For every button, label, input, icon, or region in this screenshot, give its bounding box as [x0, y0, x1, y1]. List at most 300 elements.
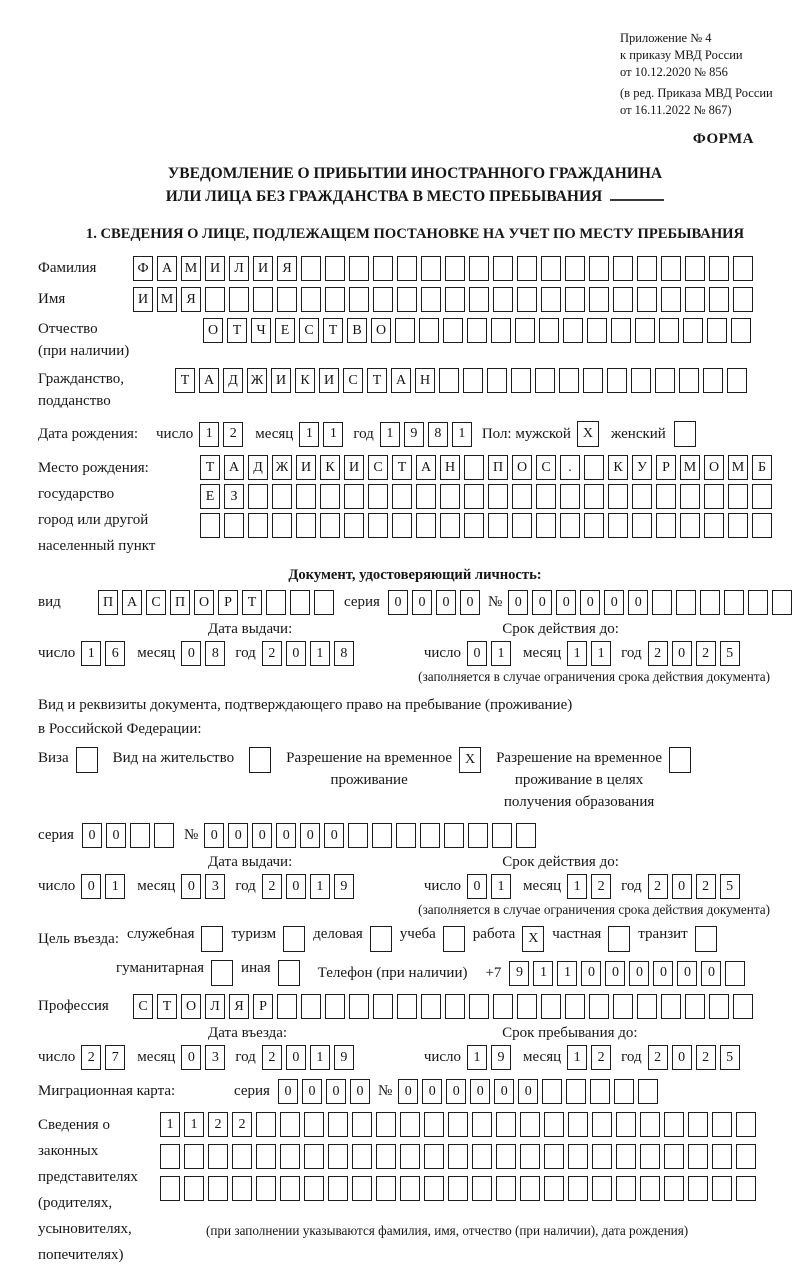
char-cell[interactable]: Ч: [251, 318, 271, 343]
char-cell[interactable]: [419, 318, 439, 343]
char-cell[interactable]: .: [560, 455, 580, 480]
char-cell[interactable]: [517, 287, 537, 312]
char-cell[interactable]: 5: [720, 874, 740, 899]
char-cell[interactable]: [632, 484, 652, 509]
char-cell[interactable]: [469, 994, 489, 1019]
char-cell[interactable]: [488, 513, 508, 538]
char-cell[interactable]: 1: [491, 641, 511, 666]
char-cell[interactable]: 1: [567, 641, 587, 666]
char-cell[interactable]: [232, 1144, 252, 1169]
char-cell[interactable]: [304, 1176, 324, 1201]
char-cell[interactable]: 5: [720, 641, 740, 666]
char-cell[interactable]: 0: [701, 961, 721, 986]
char-cell[interactable]: [685, 256, 705, 281]
char-cell[interactable]: [493, 287, 513, 312]
char-cell[interactable]: [400, 1176, 420, 1201]
char-cell[interactable]: [328, 1176, 348, 1201]
char-cell[interactable]: [512, 513, 532, 538]
char-cell[interactable]: 0: [422, 1079, 442, 1104]
char-cell[interactable]: [592, 1144, 612, 1169]
char-cell[interactable]: 0: [228, 823, 248, 848]
char-cell[interactable]: [733, 256, 753, 281]
char-cell[interactable]: 2: [262, 874, 282, 899]
checkbox-visa[interactable]: [76, 747, 98, 773]
char-cell[interactable]: [445, 994, 465, 1019]
char-cell[interactable]: [253, 287, 273, 312]
char-cell[interactable]: [352, 1176, 372, 1201]
char-cell[interactable]: [655, 368, 675, 393]
char-cell[interactable]: [493, 994, 513, 1019]
char-cell[interactable]: [277, 994, 297, 1019]
char-cell[interactable]: М: [680, 455, 700, 480]
char-cell[interactable]: И: [271, 368, 291, 393]
char-cell[interactable]: [397, 287, 417, 312]
char-cell[interactable]: [439, 368, 459, 393]
char-cell[interactable]: [688, 1176, 708, 1201]
char-cell[interactable]: 8: [334, 641, 354, 666]
char-cell[interactable]: [664, 1112, 684, 1137]
char-cell[interactable]: 7: [105, 1045, 125, 1070]
char-cell[interactable]: [448, 1176, 468, 1201]
char-cell[interactable]: 0: [672, 874, 692, 899]
char-cell[interactable]: [200, 513, 220, 538]
char-cell[interactable]: 0: [581, 961, 601, 986]
char-cell[interactable]: [587, 318, 607, 343]
char-cell[interactable]: С: [133, 994, 153, 1019]
char-cell[interactable]: [395, 318, 415, 343]
char-cell[interactable]: К: [295, 368, 315, 393]
char-cell[interactable]: М: [181, 256, 201, 281]
char-cell[interactable]: [266, 590, 286, 615]
char-cell[interactable]: И: [319, 368, 339, 393]
char-cell[interactable]: 1: [310, 874, 330, 899]
char-cell[interactable]: К: [608, 455, 628, 480]
char-cell[interactable]: [256, 1144, 276, 1169]
char-cell[interactable]: [559, 368, 579, 393]
char-cell[interactable]: [160, 1176, 180, 1201]
char-cell[interactable]: Л: [205, 994, 225, 1019]
char-cell[interactable]: [487, 368, 507, 393]
char-cell[interactable]: [541, 287, 561, 312]
char-cell[interactable]: [448, 1144, 468, 1169]
char-cell[interactable]: [440, 513, 460, 538]
char-cell[interactable]: 0: [672, 1045, 692, 1070]
char-cell[interactable]: [443, 926, 465, 952]
char-cell[interactable]: [544, 1144, 564, 1169]
char-cell[interactable]: [637, 287, 657, 312]
char-cell[interactable]: А: [391, 368, 411, 393]
char-cell[interactable]: [563, 318, 583, 343]
char-cell[interactable]: 0: [286, 874, 306, 899]
char-cell[interactable]: 0: [460, 590, 480, 615]
char-cell[interactable]: 2: [648, 874, 668, 899]
char-cell[interactable]: 0: [181, 874, 201, 899]
char-cell[interactable]: [397, 256, 417, 281]
char-cell[interactable]: [280, 1112, 300, 1137]
char-cell[interactable]: [637, 994, 657, 1019]
char-cell[interactable]: Д: [248, 455, 268, 480]
char-cell[interactable]: [560, 484, 580, 509]
char-cell[interactable]: [536, 513, 556, 538]
char-cell[interactable]: [349, 287, 369, 312]
char-cell[interactable]: Р: [253, 994, 273, 1019]
char-cell[interactable]: И: [253, 256, 273, 281]
char-cell[interactable]: А: [199, 368, 219, 393]
char-cell[interactable]: [772, 590, 792, 615]
char-cell[interactable]: [368, 513, 388, 538]
char-cell[interactable]: [278, 960, 300, 986]
char-cell[interactable]: [492, 823, 512, 848]
char-cell[interactable]: 9: [334, 1045, 354, 1070]
char-cell[interactable]: И: [205, 256, 225, 281]
char-cell[interactable]: [640, 1176, 660, 1201]
checkbox-male[interactable]: [577, 421, 599, 447]
char-cell[interactable]: 1: [467, 1045, 487, 1070]
char-cell[interactable]: 0: [181, 641, 201, 666]
char-cell[interactable]: [664, 1144, 684, 1169]
char-cell[interactable]: [707, 318, 727, 343]
char-cell[interactable]: [700, 590, 720, 615]
char-cell[interactable]: [652, 590, 672, 615]
char-cell[interactable]: [736, 1144, 756, 1169]
char-cell[interactable]: 0: [467, 641, 487, 666]
char-cell[interactable]: 1: [567, 874, 587, 899]
char-cell[interactable]: [463, 368, 483, 393]
char-cell[interactable]: [424, 1176, 444, 1201]
checkbox-business[interactable]: [370, 926, 392, 952]
char-cell[interactable]: Т: [242, 590, 262, 615]
char-cell[interactable]: [469, 256, 489, 281]
char-cell[interactable]: [445, 287, 465, 312]
char-cell[interactable]: [376, 1176, 396, 1201]
char-cell[interactable]: [584, 484, 604, 509]
char-cell[interactable]: 0: [604, 590, 624, 615]
char-cell[interactable]: 0: [494, 1079, 514, 1104]
char-cell[interactable]: [725, 961, 745, 986]
char-cell[interactable]: [733, 994, 753, 1019]
char-cell[interactable]: [560, 513, 580, 538]
char-cell[interactable]: [256, 1176, 276, 1201]
char-cell[interactable]: Т: [157, 994, 177, 1019]
char-cell[interactable]: [683, 318, 703, 343]
char-cell[interactable]: [272, 513, 292, 538]
char-cell[interactable]: [491, 318, 511, 343]
checkbox-female[interactable]: [674, 421, 696, 447]
char-cell[interactable]: [314, 590, 334, 615]
char-cell[interactable]: [592, 1176, 612, 1201]
char-cell[interactable]: 2: [223, 422, 243, 447]
char-cell[interactable]: [488, 484, 508, 509]
char-cell[interactable]: З: [224, 484, 244, 509]
char-cell[interactable]: 0: [532, 590, 552, 615]
char-cell[interactable]: [517, 256, 537, 281]
char-cell[interactable]: С: [146, 590, 166, 615]
char-cell[interactable]: [520, 1176, 540, 1201]
char-cell[interactable]: 0: [276, 823, 296, 848]
char-cell[interactable]: 2: [591, 874, 611, 899]
char-cell[interactable]: [328, 1144, 348, 1169]
char-cell[interactable]: 0: [467, 874, 487, 899]
char-cell[interactable]: 0: [286, 1045, 306, 1070]
char-cell[interactable]: [709, 287, 729, 312]
char-cell[interactable]: 1: [567, 1045, 587, 1070]
char-cell[interactable]: 0: [677, 961, 697, 986]
char-cell[interactable]: 2: [262, 1045, 282, 1070]
char-cell[interactable]: [130, 823, 150, 848]
char-cell[interactable]: [674, 421, 696, 447]
char-cell[interactable]: [472, 1144, 492, 1169]
char-cell[interactable]: [536, 484, 556, 509]
char-cell[interactable]: [443, 318, 463, 343]
char-cell[interactable]: Т: [227, 318, 247, 343]
char-cell[interactable]: [520, 1144, 540, 1169]
char-cell[interactable]: О: [512, 455, 532, 480]
char-cell[interactable]: С: [536, 455, 556, 480]
char-cell[interactable]: [728, 484, 748, 509]
char-cell[interactable]: [467, 318, 487, 343]
char-cell[interactable]: [421, 287, 441, 312]
char-cell[interactable]: 0: [324, 823, 344, 848]
char-cell[interactable]: [421, 256, 441, 281]
char-cell[interactable]: [296, 484, 316, 509]
char-cell[interactable]: 1: [591, 641, 611, 666]
char-cell[interactable]: И: [133, 287, 153, 312]
char-cell[interactable]: [566, 1079, 586, 1104]
char-cell[interactable]: П: [488, 455, 508, 480]
char-cell[interactable]: [752, 484, 772, 509]
char-cell[interactable]: Т: [200, 455, 220, 480]
char-cell[interactable]: 0: [672, 641, 692, 666]
char-cell[interactable]: 1: [299, 422, 319, 447]
char-cell[interactable]: 0: [653, 961, 673, 986]
char-cell[interactable]: [736, 1112, 756, 1137]
char-cell[interactable]: К: [320, 455, 340, 480]
char-cell[interactable]: [280, 1176, 300, 1201]
checkbox-work[interactable]: [522, 926, 544, 952]
char-cell[interactable]: [424, 1112, 444, 1137]
char-cell[interactable]: [656, 484, 676, 509]
char-cell[interactable]: [344, 484, 364, 509]
char-cell[interactable]: Е: [275, 318, 295, 343]
char-cell[interactable]: [472, 1112, 492, 1137]
char-cell[interactable]: [515, 318, 535, 343]
char-cell[interactable]: [416, 484, 436, 509]
char-cell[interactable]: [679, 368, 699, 393]
char-cell[interactable]: [248, 513, 268, 538]
char-cell[interactable]: [448, 1112, 468, 1137]
char-cell[interactable]: [712, 1144, 732, 1169]
char-cell[interactable]: 1: [491, 874, 511, 899]
char-cell[interactable]: 2: [696, 874, 716, 899]
char-cell[interactable]: [493, 256, 513, 281]
char-cell[interactable]: [344, 513, 364, 538]
char-cell[interactable]: Л: [229, 256, 249, 281]
char-cell[interactable]: [444, 823, 464, 848]
char-cell[interactable]: И: [296, 455, 316, 480]
char-cell[interactable]: Р: [218, 590, 238, 615]
char-cell[interactable]: [201, 926, 223, 952]
char-cell[interactable]: [272, 484, 292, 509]
char-cell[interactable]: [325, 256, 345, 281]
char-cell[interactable]: О: [371, 318, 391, 343]
char-cell[interactable]: [304, 1144, 324, 1169]
char-cell[interactable]: [372, 823, 392, 848]
char-cell[interactable]: 0: [350, 1079, 370, 1104]
char-cell[interactable]: [613, 256, 633, 281]
char-cell[interactable]: X: [577, 421, 599, 447]
char-cell[interactable]: [614, 1079, 634, 1104]
checkbox-other[interactable]: [278, 960, 300, 986]
char-cell[interactable]: [539, 318, 559, 343]
char-cell[interactable]: 1: [310, 1045, 330, 1070]
char-cell[interactable]: Т: [175, 368, 195, 393]
char-cell[interactable]: Т: [392, 455, 412, 480]
char-cell[interactable]: Я: [181, 287, 201, 312]
char-cell[interactable]: 3: [205, 874, 225, 899]
char-cell[interactable]: [301, 994, 321, 1019]
char-cell[interactable]: 0: [278, 1079, 298, 1104]
char-cell[interactable]: 9: [334, 874, 354, 899]
char-cell[interactable]: [568, 1176, 588, 1201]
char-cell[interactable]: 2: [648, 641, 668, 666]
char-cell[interactable]: [349, 256, 369, 281]
char-cell[interactable]: [541, 994, 561, 1019]
char-cell[interactable]: Б: [752, 455, 772, 480]
char-cell[interactable]: [733, 287, 753, 312]
char-cell[interactable]: [376, 1144, 396, 1169]
char-cell[interactable]: 2: [696, 1045, 716, 1070]
char-cell[interactable]: 1: [533, 961, 553, 986]
char-cell[interactable]: [517, 994, 537, 1019]
char-cell[interactable]: [320, 484, 340, 509]
char-cell[interactable]: 8: [205, 641, 225, 666]
char-cell[interactable]: [445, 256, 465, 281]
char-cell[interactable]: [589, 287, 609, 312]
char-cell[interactable]: [512, 484, 532, 509]
char-cell[interactable]: [232, 1176, 252, 1201]
char-cell[interactable]: [400, 1112, 420, 1137]
char-cell[interactable]: [496, 1112, 516, 1137]
checkbox-tourism[interactable]: [283, 926, 305, 952]
char-cell[interactable]: [373, 287, 393, 312]
char-cell[interactable]: 0: [106, 823, 126, 848]
char-cell[interactable]: [589, 994, 609, 1019]
char-cell[interactable]: [496, 1144, 516, 1169]
char-cell[interactable]: [704, 513, 724, 538]
char-cell[interactable]: [296, 513, 316, 538]
char-cell[interactable]: [695, 926, 717, 952]
char-cell[interactable]: 8: [428, 422, 448, 447]
char-cell[interactable]: [421, 994, 441, 1019]
char-cell[interactable]: [440, 484, 460, 509]
char-cell[interactable]: [607, 368, 627, 393]
char-cell[interactable]: [420, 823, 440, 848]
char-cell[interactable]: [277, 287, 297, 312]
char-cell[interactable]: М: [157, 287, 177, 312]
char-cell[interactable]: 0: [286, 641, 306, 666]
char-cell[interactable]: О: [704, 455, 724, 480]
checkbox-temp-residence-education[interactable]: [669, 747, 691, 773]
char-cell[interactable]: 1: [81, 641, 101, 666]
char-cell[interactable]: Ф: [133, 256, 153, 281]
char-cell[interactable]: [584, 455, 604, 480]
char-cell[interactable]: [727, 368, 747, 393]
char-cell[interactable]: 2: [232, 1112, 252, 1137]
char-cell[interactable]: Е: [200, 484, 220, 509]
char-cell[interactable]: [608, 926, 630, 952]
char-cell[interactable]: 0: [300, 823, 320, 848]
char-cell[interactable]: [511, 368, 531, 393]
char-cell[interactable]: [211, 960, 233, 986]
char-cell[interactable]: 1: [380, 422, 400, 447]
char-cell[interactable]: [656, 513, 676, 538]
char-cell[interactable]: [248, 484, 268, 509]
char-cell[interactable]: [396, 823, 416, 848]
char-cell[interactable]: 0: [398, 1079, 418, 1104]
char-cell[interactable]: 0: [412, 590, 432, 615]
char-cell[interactable]: [290, 590, 310, 615]
char-cell[interactable]: [424, 1144, 444, 1169]
char-cell[interactable]: [348, 823, 368, 848]
char-cell[interactable]: [464, 455, 484, 480]
checkbox-private[interactable]: [608, 926, 630, 952]
char-cell[interactable]: [224, 513, 244, 538]
char-cell[interactable]: [301, 256, 321, 281]
char-cell[interactable]: [724, 590, 744, 615]
char-cell[interactable]: [76, 747, 98, 773]
char-cell[interactable]: [301, 287, 321, 312]
char-cell[interactable]: С: [368, 455, 388, 480]
char-cell[interactable]: 1: [452, 422, 472, 447]
checkbox-study[interactable]: [443, 926, 465, 952]
char-cell[interactable]: О: [194, 590, 214, 615]
char-cell[interactable]: 6: [105, 641, 125, 666]
char-cell[interactable]: 2: [696, 641, 716, 666]
char-cell[interactable]: 0: [508, 590, 528, 615]
checkbox-residence-permit[interactable]: [249, 747, 271, 773]
char-cell[interactable]: В: [347, 318, 367, 343]
char-cell[interactable]: [709, 256, 729, 281]
char-cell[interactable]: [373, 994, 393, 1019]
char-cell[interactable]: Я: [229, 994, 249, 1019]
char-cell[interactable]: [468, 823, 488, 848]
char-cell[interactable]: 0: [446, 1079, 466, 1104]
char-cell[interactable]: [416, 513, 436, 538]
char-cell[interactable]: [472, 1176, 492, 1201]
char-cell[interactable]: [400, 1144, 420, 1169]
char-cell[interactable]: [688, 1112, 708, 1137]
char-cell[interactable]: [661, 256, 681, 281]
checkbox-humanitarian[interactable]: [211, 960, 233, 986]
char-cell[interactable]: 0: [628, 590, 648, 615]
char-cell[interactable]: С: [299, 318, 319, 343]
char-cell[interactable]: Т: [323, 318, 343, 343]
char-cell[interactable]: [280, 1144, 300, 1169]
char-cell[interactable]: 2: [648, 1045, 668, 1070]
char-cell[interactable]: 1: [160, 1112, 180, 1137]
char-cell[interactable]: 1: [323, 422, 343, 447]
char-cell[interactable]: [709, 994, 729, 1019]
char-cell[interactable]: [464, 513, 484, 538]
char-cell[interactable]: 1: [199, 422, 219, 447]
char-cell[interactable]: Н: [415, 368, 435, 393]
char-cell[interactable]: [676, 590, 696, 615]
char-cell[interactable]: [160, 1144, 180, 1169]
char-cell[interactable]: [640, 1112, 660, 1137]
char-cell[interactable]: 1: [105, 874, 125, 899]
char-cell[interactable]: 2: [591, 1045, 611, 1070]
char-cell[interactable]: 0: [470, 1079, 490, 1104]
